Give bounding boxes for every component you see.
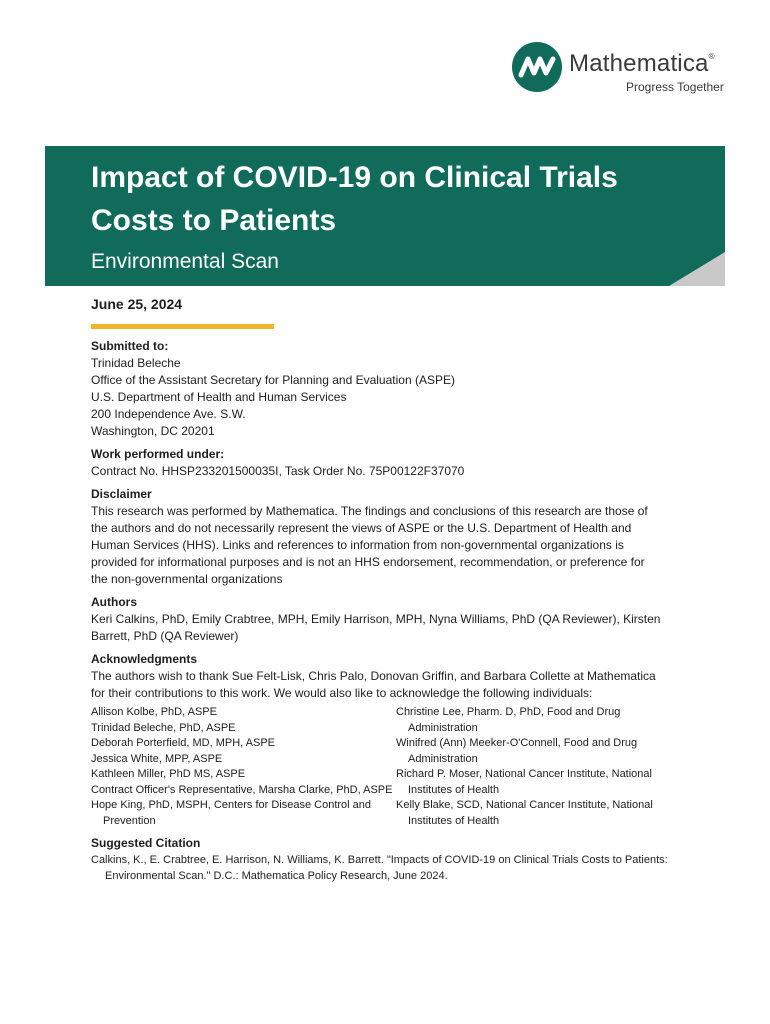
disclaimer-line: provided for informational purposes and is not an HHS endorsement, recommendation, or preference for (91, 555, 645, 569)
logo-tagline: Progress Together (626, 80, 724, 94)
citation-heading: Suggested Citation (91, 836, 201, 850)
acknowledged-person: Trinidad Beleche, PhD, ASPE (91, 721, 236, 734)
acknowledged-person: Allison Kolbe, PhD, ASPE (91, 706, 217, 718)
document-body (91, 296, 691, 884)
acknowledged-individuals (91, 705, 691, 829)
acknowledgments-text (91, 668, 691, 702)
mathematica-logo (512, 42, 742, 98)
acknowledged-column-left (91, 705, 396, 829)
disclaimer-line: This research was performed by Mathematica. The findings and conclusions of this research are those of (91, 504, 648, 518)
submitted-line: 200 Independence Ave. S.W. (91, 407, 246, 421)
logo-name: Mathematica® (569, 50, 715, 77)
submitted-line: Trinidad Beleche (91, 356, 181, 370)
submitted-line: Office of the Assistant Secretary for Planning and Evaluation (ASPE) (91, 373, 455, 387)
document-title: Impact of COVID-19 on Clinical Trials Costs to Patients (91, 161, 618, 237)
acknowledged-person: Deborah Porterfield, MD, MPH, ASPE (91, 737, 276, 749)
acknowledgments-line: for their contributions to this work. We would also like to acknowledge the following individuals: (91, 686, 593, 700)
accent-rule (91, 324, 274, 329)
disclaimer-line: the non-governmental organizations (91, 572, 283, 586)
acknowledged-person: Kathleen Miller, PhD MS, ASPE (91, 768, 246, 780)
acknowledged-person: Kelly Blake, SCD, National Cancer Institute, National Institutes of Health (396, 799, 653, 827)
acknowledged-person: Hope King, PhD, MSPH, Centers for Disease Control and Prevention (91, 799, 372, 827)
disclaimer-heading: Disclaimer (91, 487, 152, 501)
disclaimer-line: Human Services (HHS). Links and references to information from non-governmental organizations is (91, 538, 624, 552)
acknowledged-column-right (396, 705, 686, 829)
submitted-line: Washington, DC 20201 (91, 424, 215, 438)
acknowledged-person: Contract Officer's Representative, Marsha Clarke, PhD, ASPE (91, 783, 393, 796)
acknowledged-person: Richard P. Moser, National Cancer Institute, National Institutes of Health (396, 768, 652, 796)
document-subtitle: Environmental Scan (91, 250, 279, 273)
contract-text: Contract No. HHSP233201500035I, Task Order No. 75P00122F37070 (91, 464, 465, 478)
authors-line: Barrett, PhD (QA Reviewer) (91, 629, 239, 643)
acknowledged-person: Jessica White, MPP, ASPE (91, 752, 223, 765)
authors-heading: Authors (91, 595, 137, 609)
disclaimer-text (91, 503, 691, 588)
mathematica-logo-icon (512, 42, 562, 92)
acknowledgments-heading: Acknowledgments (91, 652, 198, 666)
acknowledgments-line: The authors wish to thank Sue Felt-Lisk, Chris Palo, Donovan Griffin, and Barbara Collette at Mathematica (91, 669, 656, 683)
title-banner (45, 146, 725, 286)
banner-corner-accent (669, 252, 725, 286)
submitted-heading: Submitted to: (91, 339, 169, 353)
work-heading: Work performed under: (91, 447, 225, 461)
acknowledged-person: Christine Lee, Pharm. D, PhD, Food and Drug Administration (396, 706, 621, 734)
submitted-block (91, 355, 691, 440)
submitted-line: U.S. Department of Health and Human Services (91, 390, 347, 404)
authors-text (91, 611, 691, 645)
citation-text: Calkins, K., E. Crabtree, E. Harrison, N. Williams, K. Barrett. "Impacts of COVID-19 on Clinical Trials Costs to Patients: Environmental Scan." D.C.: Mathematica Policy Research, June 2024. (91, 854, 668, 882)
disclaimer-line: the authors and do not necessarily represent the views of ASPE or the U.S. Department of Health and (91, 521, 632, 535)
publication-date: June 25, 2024 (91, 296, 183, 312)
acknowledged-person: Winifred (Ann) Meeker-O'Connell, Food and Drug Administration (396, 737, 638, 765)
authors-line: Keri Calkins, PhD, Emily Crabtree, MPH, Emily Harrison, MPH, Nyna Williams, PhD (QA Reviewer), Kirsten (91, 612, 661, 626)
